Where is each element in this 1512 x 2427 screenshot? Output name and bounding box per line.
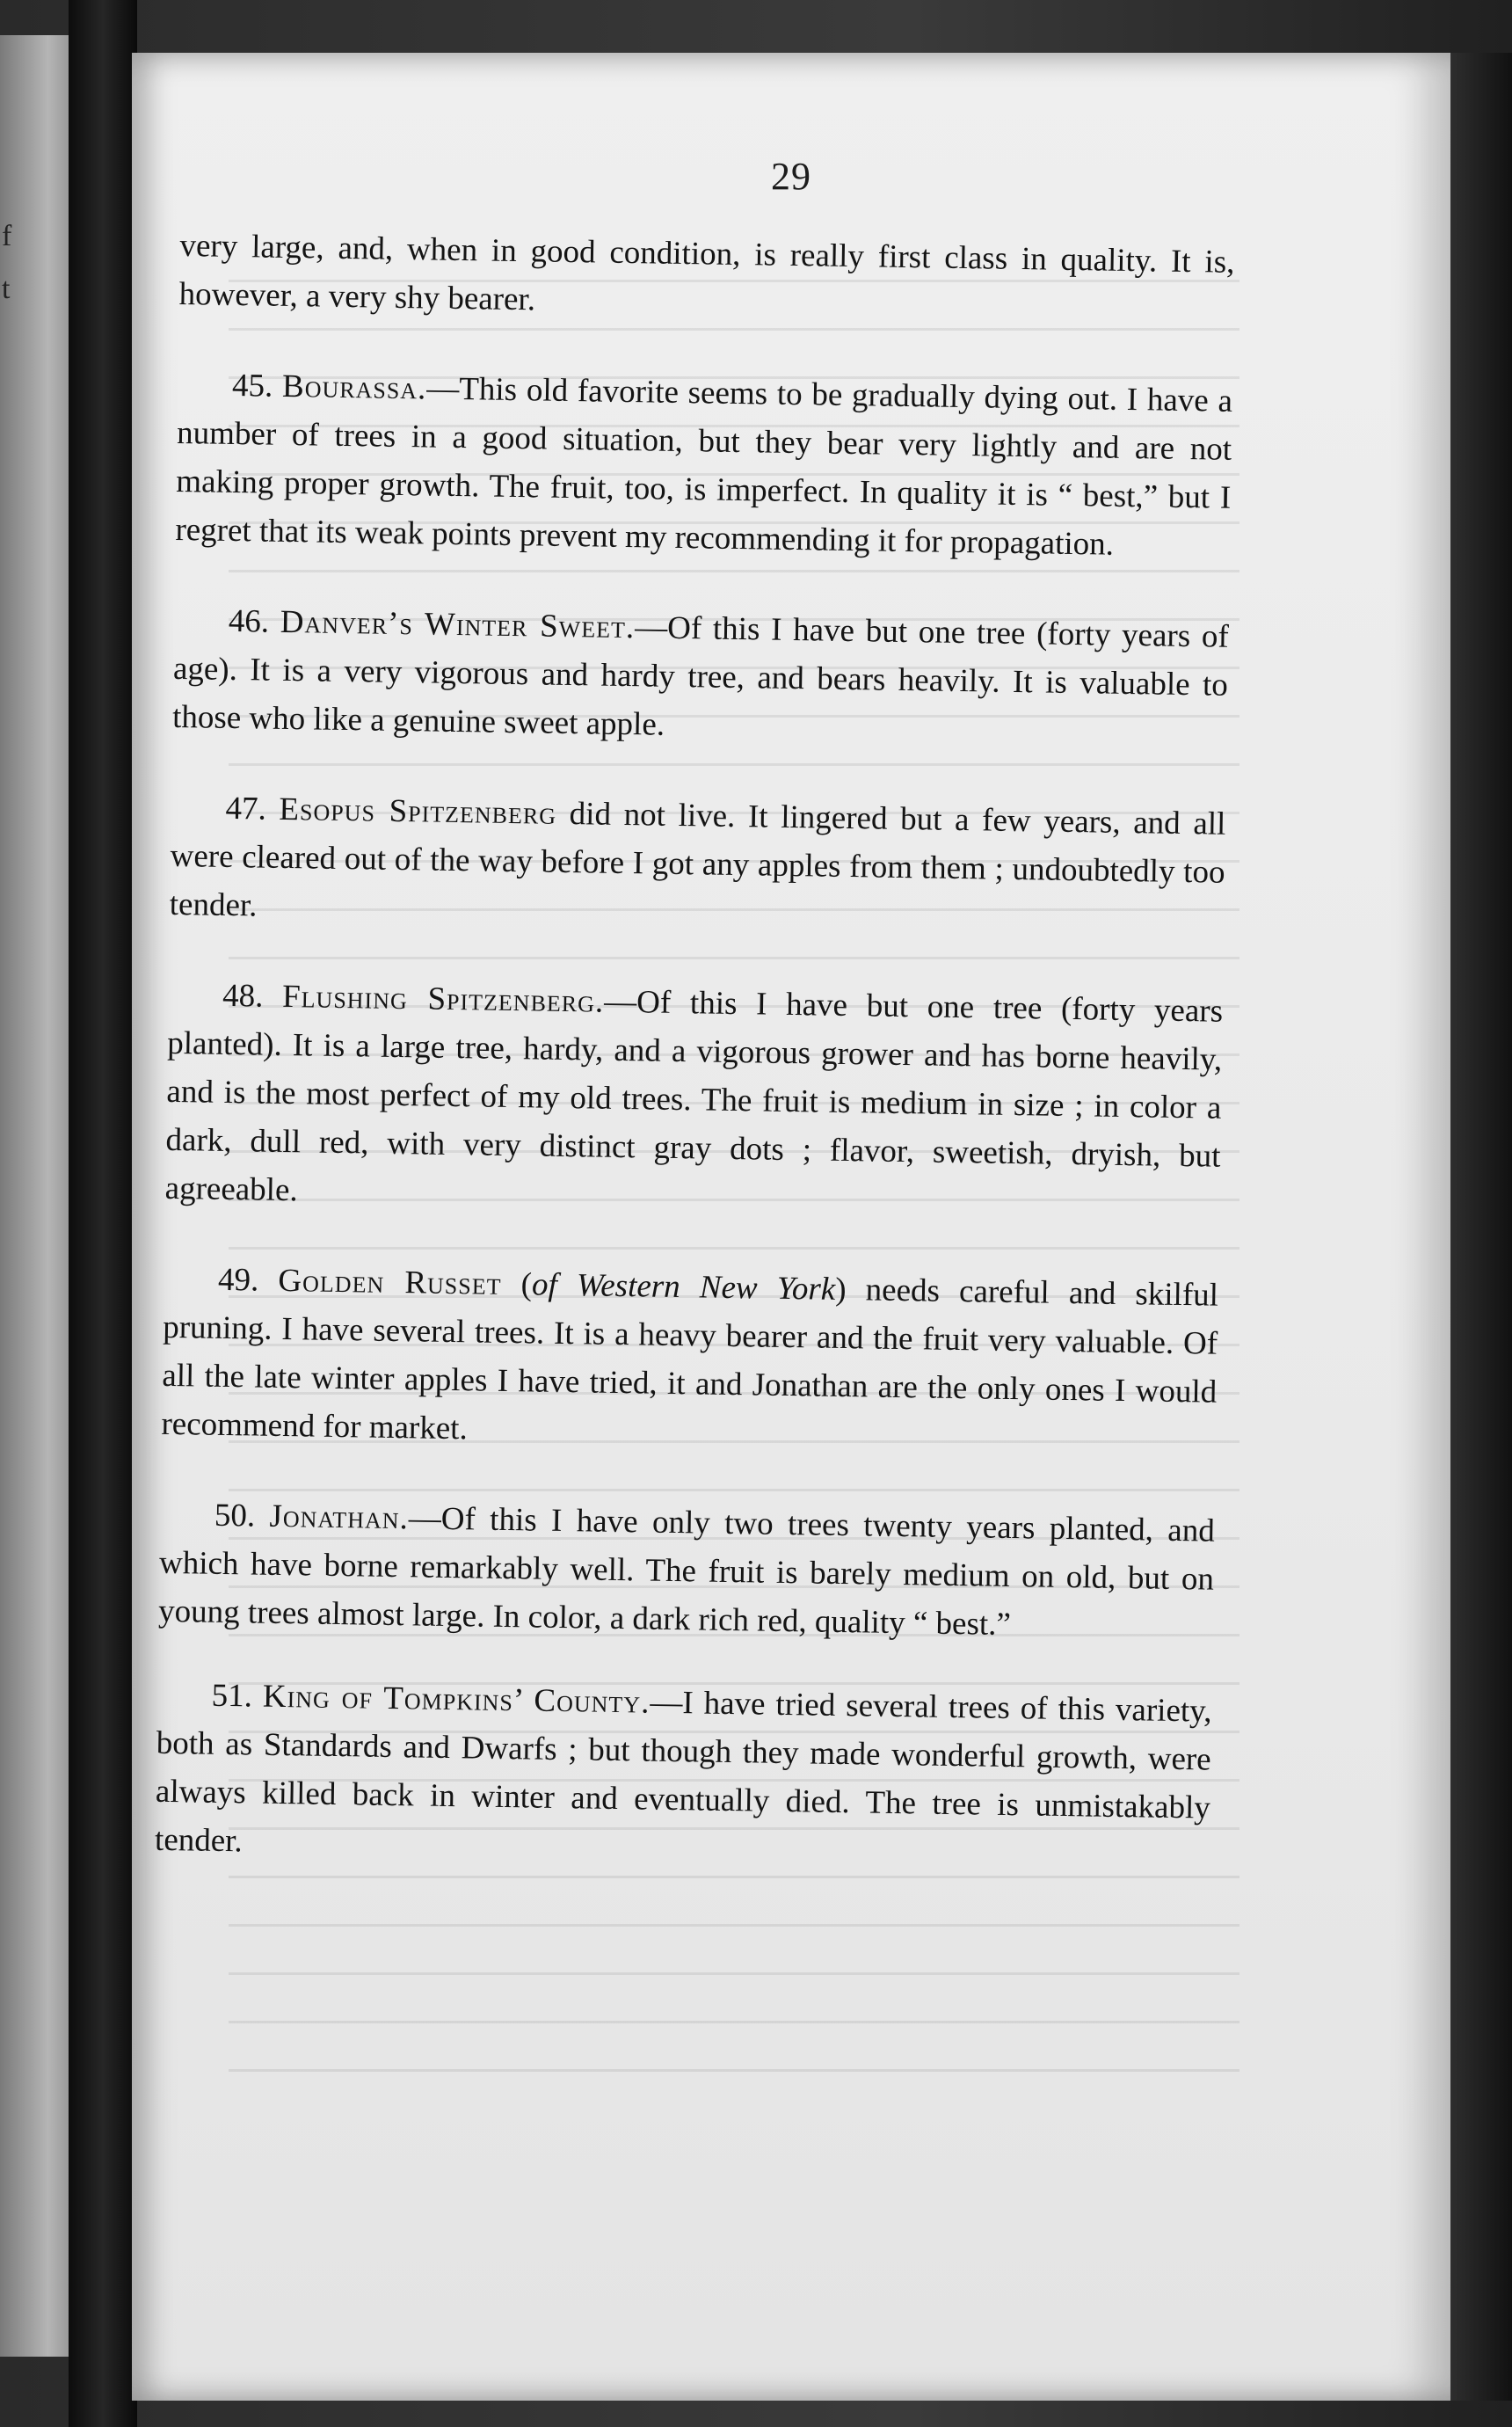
entry-paren-open: ( <box>501 1265 533 1303</box>
entry-number: 48. <box>222 977 264 1015</box>
entry-heading: King of Tompkins’ County. <box>262 1678 651 1721</box>
left-page-fragment: f <box>2 220 12 252</box>
entry-number: 50. <box>214 1497 256 1534</box>
entry-heading: Bourassa. <box>281 368 427 407</box>
entry-text: —Of this I have only two trees twenty years planted, and which have borne remarkably well. The fruit is barely medium on old, but on young trees almost large. In color, a dark rich red, quality “ best.” <box>157 1500 1216 1644</box>
entry-heading: Flushing Spitzenberg. <box>281 978 605 1020</box>
page-number: 29 <box>771 155 811 198</box>
entry-48 <box>164 971 1223 1229</box>
entry-heading: Esopus Spitzenberg <box>279 791 557 832</box>
right-page-edge <box>1450 53 1512 2401</box>
entry-text: —Of this I have but one tree (forty years planted). It is a large tree, hardy, and a vigorous grower and has borne heavily, and is the most perfect of my old trees. The fruit is medium in size ; in color a dark, dull red, with very distinct gray dots ; flavor, sweetish, dryish, but agreeable. <box>164 983 1224 1209</box>
entry-heading: Jonathan. <box>269 1498 410 1537</box>
entry-46 <box>172 596 1229 758</box>
entry-number: 46. <box>228 602 270 640</box>
entry-text: needs careful and skilful pruning. I have several trees. It is a heavy bearer and the fruit very valuable. Of all the late winter apples I have tried, it and Jonathan are the only ones I would recommend for market. <box>161 1272 1219 1447</box>
entry-text: —Of this I have but one tree (forty years of age). It is a very vigorous and hardy tree, and bears heavily. It is valuable to those who like a genuine sweet apple. <box>171 609 1230 743</box>
entry-heading: Golden Russet <box>278 1262 502 1302</box>
entry-number: 49. <box>217 1261 259 1299</box>
entry-text: did not live. It lingered but a few years, and all were cleared out of the way before I got any apples from them ; undoubtedly too tender. <box>169 795 1226 924</box>
book-spine <box>69 0 137 2427</box>
entry-50 <box>158 1490 1215 1652</box>
paragraph-continuation <box>178 222 1235 335</box>
entry-47 <box>169 783 1225 945</box>
entry-51 <box>155 1671 1212 1881</box>
entry-45 <box>175 361 1232 571</box>
entry-paren-close: ) <box>834 1271 847 1308</box>
entry-italic-qualifier: of Western New York <box>531 1266 836 1308</box>
paragraph-text: very large, and, when in good condition, is really first class in quality. It is, however, a very shy bearer. <box>178 227 1235 318</box>
page-body <box>154 222 1235 1923</box>
left-page-fragment: t <box>2 273 11 305</box>
entry-number: 45. <box>231 367 273 404</box>
entry-number: 47. <box>225 790 267 827</box>
entry-text: —This old favorite seems to be gradually dying out. I have a number of trees in a good situation, but they bear very lightly and are not making proper growth. The fruit, too, is imperfect. In quality it is “ best,” but I regret that its weak points prevent my recommending it for propagation. <box>175 370 1233 563</box>
entry-number: 51. <box>211 1677 253 1715</box>
entry-text: —I have tried several trees of this variety, both as Standards and Dwarfs ; but though they made wonderful growth, were always killed back in winter and eventually died. The tree is unmistakably tender. <box>154 1684 1212 1860</box>
entry-heading: Danver’s Winter Sweet. <box>280 603 636 646</box>
entry-49 <box>161 1255 1218 1465</box>
left-page-edge <box>0 35 69 2357</box>
